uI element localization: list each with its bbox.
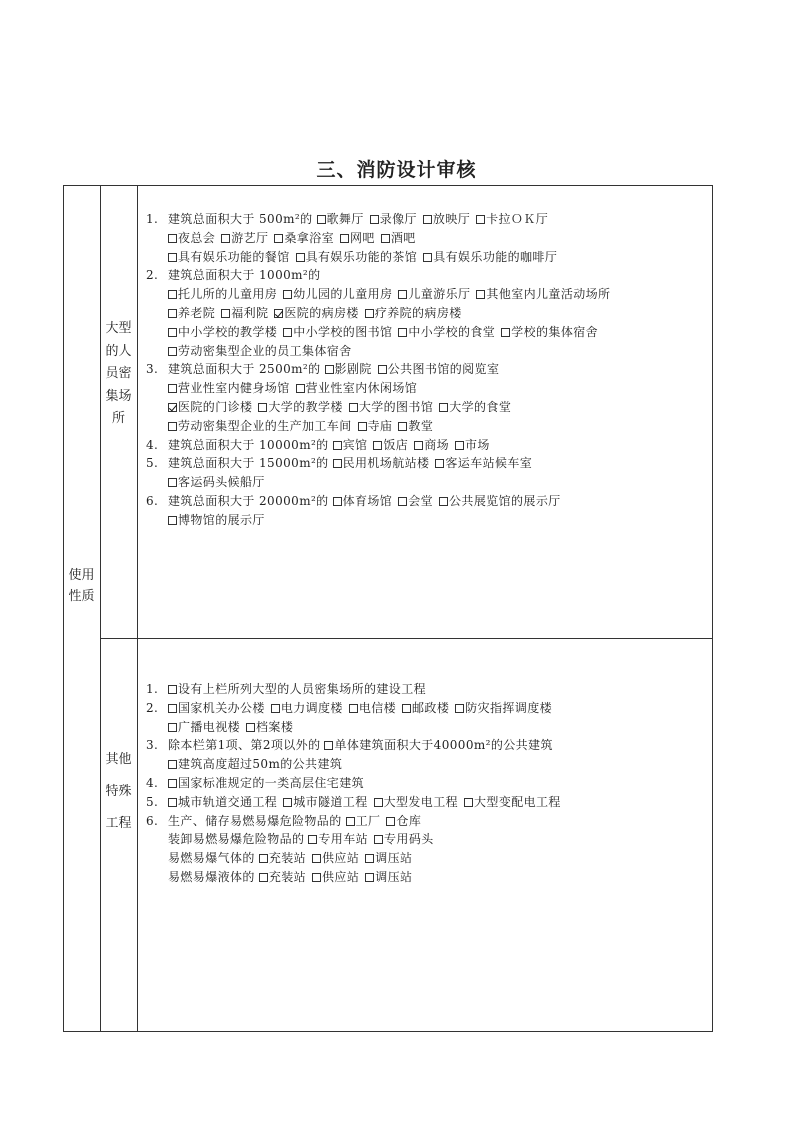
checklist-row [146, 830, 567, 849]
special-projects-checklist [146, 680, 567, 887]
checkbox-icon[interactable] [378, 365, 387, 374]
checklist-row [146, 755, 567, 774]
checklist-row [146, 868, 567, 887]
checkbox-label: 专用码头 [384, 832, 434, 847]
checkbox-option[interactable] [439, 494, 561, 508]
criteria-text: 生产、储存易燃易爆危险物品的 [168, 813, 342, 828]
checklist-row [146, 812, 567, 831]
checkbox-label: 幼儿园的儿童用房 [293, 287, 393, 302]
checklist-row [146, 210, 616, 229]
checklist-row [146, 342, 616, 361]
checkbox-icon[interactable] [317, 215, 326, 224]
checkbox-label: 大学的食堂 [449, 399, 512, 414]
checkbox-label: 专用车站 [318, 832, 369, 847]
checkbox-icon[interactable] [373, 441, 382, 450]
checkbox-icon[interactable] [365, 854, 374, 863]
checkbox-label: 影剧院 [334, 362, 372, 377]
checkbox-icon[interactable] [271, 704, 280, 713]
checkbox-option[interactable] [168, 287, 277, 301]
checkbox-icon[interactable] [340, 234, 349, 243]
checkbox-option[interactable] [168, 720, 240, 734]
checkbox-option[interactable] [333, 456, 430, 470]
checkbox-icon[interactable] [258, 403, 267, 412]
checkbox-label: 城市隧道工程 [293, 794, 368, 809]
checkbox-label: 电力调度楼 [280, 700, 343, 715]
checkbox-icon[interactable] [435, 459, 444, 468]
checkbox-label: 供应站 [322, 869, 360, 884]
checkbox-icon[interactable] [414, 441, 423, 450]
checkbox-option[interactable] [168, 381, 290, 395]
checkbox-icon[interactable] [402, 704, 411, 713]
crowded-places-checklist [146, 210, 616, 530]
checkbox-label: 公共展览馆的展示厅 [449, 493, 561, 508]
checkbox-label: 民用机场航站楼 [342, 456, 430, 471]
checkbox-icon[interactable] [365, 873, 374, 882]
checkbox-icon[interactable] [386, 817, 395, 826]
checkbox-option[interactable] [168, 513, 265, 527]
checkbox-option[interactable] [464, 795, 561, 809]
checkbox-label: 防灾指挥调度楼 [465, 700, 553, 715]
checkbox-label: 宾馆 [342, 437, 368, 452]
checkbox-option[interactable] [365, 870, 412, 884]
checkbox-icon[interactable] [349, 704, 358, 713]
checkbox-label: 桑拿浴室 [284, 230, 335, 245]
checkbox-icon[interactable] [168, 290, 177, 299]
checkbox-option[interactable] [168, 795, 277, 809]
checkbox-option[interactable] [402, 701, 449, 715]
checkbox-icon[interactable] [398, 497, 407, 506]
checkbox-icon[interactable] [333, 459, 342, 468]
checkbox-option[interactable] [283, 795, 367, 809]
checkbox-icon[interactable] [168, 253, 177, 262]
checkbox-icon[interactable] [246, 723, 255, 732]
criteria-text: 建筑总面积大于 15000m²的 [168, 456, 329, 471]
checkbox-option[interactable] [271, 701, 343, 715]
checkbox-label: 医院的门诊楼 [178, 399, 253, 414]
checklist-row [146, 511, 616, 530]
column-divider [137, 185, 138, 1032]
special-projects-label: 其他特殊工程 [105, 752, 132, 831]
checkbox-icon[interactable] [308, 835, 317, 844]
checkbox-option[interactable] [455, 438, 490, 452]
criteria-text: 建筑总面积大于 500m²的 [168, 212, 313, 226]
checkbox-option[interactable] [168, 682, 426, 696]
checkbox-label: 会堂 [408, 493, 434, 508]
checkbox-icon[interactable] [349, 403, 358, 412]
checkbox-icon[interactable] [168, 723, 177, 732]
checkbox-label: 教堂 [408, 418, 434, 433]
checkbox-icon[interactable] [283, 798, 292, 807]
item-number: 2. [146, 268, 159, 283]
item-number: 2. [146, 700, 159, 715]
checkbox-label: 博物馆的展示厅 [178, 512, 265, 527]
checkbox-label: 大型变配电工程 [474, 794, 561, 809]
checkbox-option[interactable] [476, 212, 548, 226]
checkbox-icon[interactable] [374, 835, 383, 844]
checkbox-option[interactable] [168, 306, 215, 320]
checkbox-option[interactable] [414, 438, 449, 452]
checklist-row [146, 774, 567, 793]
item-number: 1. [146, 682, 159, 696]
checkbox-icon[interactable] [476, 290, 485, 299]
checkbox-icon[interactable] [168, 347, 177, 356]
checkbox-option[interactable] [258, 400, 342, 414]
checkbox-icon[interactable] [168, 234, 177, 243]
row-divider [100, 638, 713, 639]
checklist-row [146, 436, 616, 455]
checkbox-icon[interactable] [168, 478, 177, 487]
checkbox-label: 充装站 [268, 869, 307, 884]
checkbox-icon[interactable] [325, 365, 334, 374]
checked-checkbox-icon[interactable] [168, 403, 177, 412]
checkbox-label: 国家标准规定的一类高层住宅建筑 [178, 775, 365, 790]
checklist-row [146, 266, 616, 285]
checkbox-icon[interactable] [423, 253, 432, 262]
checkbox-label: 充装站 [268, 851, 307, 866]
checkbox-icon[interactable] [221, 234, 230, 243]
checklist-row [146, 699, 567, 718]
criteria-text: 除本栏第1项、第2项以外的 [168, 738, 321, 753]
item-number: 5. [146, 456, 159, 471]
checklist-row [146, 285, 616, 304]
checkbox-icon[interactable] [168, 704, 177, 713]
checkbox-icon[interactable] [365, 309, 374, 318]
checkbox-label: 单体建筑面积大于40000m²的公共建筑 [334, 738, 553, 753]
checkbox-option[interactable] [435, 456, 532, 470]
checkbox-label: 工厂 [355, 813, 381, 828]
criteria-text: 易燃易爆气体的 [168, 851, 255, 866]
column-divider [100, 185, 101, 1032]
checkbox-label: 录像厅 [379, 212, 417, 226]
checkbox-option[interactable] [455, 701, 552, 715]
checkbox-option[interactable] [439, 400, 511, 414]
checkbox-option[interactable] [423, 212, 470, 226]
checkbox-label: 中小学校的食堂 [408, 324, 496, 339]
checkbox-label: 大学的教学楼 [268, 399, 343, 414]
checkbox-label: 福利院 [231, 305, 269, 320]
checkbox-icon[interactable] [296, 253, 305, 262]
usage-nature-label: 使用性质 [68, 568, 95, 604]
checkbox-option[interactable] [324, 738, 552, 752]
checked-checkbox-icon[interactable] [274, 309, 283, 318]
checkbox-option[interactable] [398, 287, 470, 301]
checkbox-option[interactable] [333, 494, 393, 508]
checkbox-icon[interactable] [168, 779, 177, 788]
checkbox-icon[interactable] [455, 704, 464, 713]
checkbox-option[interactable] [312, 870, 359, 884]
checkbox-label: 公共图书馆的阅览室 [387, 362, 500, 377]
checkbox-label: 客运车站候车室 [445, 456, 533, 471]
criteria-text: 建筑总面积大于 20000m²的 [168, 493, 329, 508]
checkbox-icon[interactable] [168, 328, 177, 337]
checkbox-label: 劳动密集型企业的生产加工车间 [178, 418, 352, 433]
checkbox-option[interactable] [168, 344, 352, 358]
checkbox-label: 医院的病房楼 [284, 305, 359, 320]
checkbox-label: 调压站 [375, 851, 413, 866]
checkbox-option[interactable] [168, 400, 252, 414]
checkbox-option[interactable] [283, 287, 392, 301]
checkbox-icon[interactable] [476, 215, 485, 224]
checkbox-label: 中小学校的图书馆 [293, 324, 393, 339]
checkbox-option[interactable] [370, 212, 417, 226]
checkbox-option[interactable] [325, 362, 372, 376]
checkbox-option[interactable] [373, 438, 408, 452]
checkbox-option[interactable] [476, 287, 610, 301]
criteria-text: 建筑总面积大于 10000m²的 [168, 437, 329, 452]
checkbox-option[interactable] [296, 381, 418, 395]
checkbox-option[interactable] [168, 475, 265, 489]
checkbox-icon[interactable] [370, 215, 379, 224]
checkbox-label: 设有上栏所列大型的人员密集场所的建设工程 [178, 682, 427, 696]
checkbox-label: 体育场馆 [342, 493, 393, 508]
criteria-text: 建筑总面积大于 1000m²的 [168, 268, 321, 283]
checkbox-label: 城市轨道交通工程 [178, 794, 278, 809]
checkbox-option[interactable] [168, 419, 352, 433]
checkbox-label: 建筑高度超过50m的公共建筑 [178, 757, 343, 772]
checkbox-label: 儿童游乐厅 [408, 287, 471, 302]
checkbox-icon[interactable] [168, 384, 177, 393]
checkbox-option[interactable] [274, 231, 334, 245]
checkbox-icon[interactable] [464, 798, 473, 807]
checklist-row [146, 323, 616, 342]
checkbox-option[interactable] [374, 795, 458, 809]
checkbox-label: 具有娱乐功能的餐馆 [178, 249, 290, 264]
checkbox-icon[interactable] [283, 290, 292, 299]
checkbox-label: 广播电视楼 [178, 719, 241, 734]
checkbox-label: 大型发电工程 [383, 794, 459, 809]
checklist-row [146, 398, 616, 417]
checkbox-label: 寺庙 [367, 418, 393, 433]
checkbox-option[interactable] [246, 720, 293, 734]
checkbox-label: 游艺厅 [231, 230, 269, 245]
checkbox-option[interactable] [386, 814, 421, 828]
checklist-row [146, 360, 616, 379]
checkbox-option[interactable] [423, 250, 557, 264]
checkbox-label: 养老院 [178, 305, 216, 320]
checkbox-icon[interactable] [358, 422, 367, 431]
checkbox-option[interactable] [274, 306, 358, 320]
checklist-row [146, 473, 616, 492]
checkbox-label: 调压站 [375, 869, 413, 884]
item-number: 6. [146, 813, 159, 828]
checkbox-option[interactable] [365, 306, 462, 320]
checkbox-icon[interactable] [259, 854, 268, 863]
checkbox-icon[interactable] [274, 234, 283, 243]
item-number: 6. [146, 493, 159, 508]
checkbox-label: 客运码头候船厅 [178, 475, 265, 490]
checkbox-icon[interactable] [439, 403, 448, 412]
checklist-row [146, 793, 567, 812]
checkbox-label: 其他室内儿童活动场所 [486, 287, 611, 302]
checkbox-icon[interactable] [312, 854, 321, 863]
checkbox-icon[interactable] [346, 817, 355, 826]
checkbox-option[interactable] [168, 325, 277, 339]
checkbox-label: 夜总会 [178, 230, 216, 245]
checklist-row [146, 454, 616, 473]
checkbox-option[interactable] [349, 701, 396, 715]
checkbox-icon[interactable] [283, 328, 292, 337]
checkbox-label: 国家机关办公楼 [178, 700, 265, 715]
checkbox-option[interactable] [283, 325, 392, 339]
checkbox-option[interactable] [168, 776, 364, 790]
checklist-row [146, 718, 567, 737]
criteria-text: 装卸易燃易爆危险物品的 [168, 832, 305, 847]
checkbox-option[interactable] [365, 851, 412, 865]
checkbox-option[interactable] [317, 212, 364, 226]
checkbox-option[interactable] [168, 701, 265, 715]
checkbox-label: 供应站 [322, 851, 360, 866]
checkbox-icon[interactable] [259, 873, 268, 882]
checkbox-label: 营业性室内健身场馆 [178, 381, 290, 396]
checkbox-icon[interactable] [168, 685, 177, 694]
checkbox-label: 放映厅 [432, 212, 471, 226]
checkbox-icon[interactable] [501, 328, 510, 337]
checkbox-option[interactable] [259, 870, 306, 884]
checkbox-label: 学校的集体宿舍 [511, 324, 599, 339]
checkbox-option[interactable] [308, 832, 368, 846]
checkbox-icon[interactable] [312, 873, 321, 882]
checklist-row [146, 849, 567, 868]
checkbox-label: 大学的图书馆 [358, 399, 434, 414]
checkbox-option[interactable] [259, 851, 306, 865]
criteria-text: 易燃易爆液体的 [168, 869, 255, 884]
checkbox-option[interactable] [398, 494, 433, 508]
checkbox-label: 具有娱乐功能的茶馆 [305, 249, 418, 264]
checkbox-option[interactable] [349, 400, 433, 414]
checkbox-label: 卡拉ＯＫ厅 [486, 212, 549, 226]
checkbox-option[interactable] [312, 851, 359, 865]
checkbox-label: 托儿所的儿童用房 [178, 287, 278, 302]
checklist-row [146, 379, 616, 398]
checkbox-option[interactable] [378, 362, 500, 376]
checkbox-option[interactable] [221, 231, 268, 245]
checklist-row [146, 680, 567, 699]
checklist-row [146, 736, 567, 755]
item-number: 1. [146, 212, 159, 226]
checkbox-option[interactable] [501, 325, 598, 339]
checkbox-icon[interactable] [398, 290, 407, 299]
checkbox-label: 仓库 [396, 813, 422, 828]
checkbox-option[interactable] [358, 419, 393, 433]
checkbox-label: 网吧 [350, 230, 375, 245]
checkbox-icon[interactable] [423, 215, 432, 224]
checkbox-icon[interactable] [455, 441, 464, 450]
checkbox-label: 中小学校的教学楼 [178, 324, 278, 339]
item-number: 3. [146, 362, 159, 377]
criteria-text: 建筑总面积大于 2500m²的 [168, 362, 321, 377]
checkbox-icon[interactable] [168, 309, 177, 318]
checkbox-option[interactable] [221, 306, 268, 320]
checklist-row [146, 304, 616, 323]
checkbox-label: 劳动密集型企业的员工集体宿舍 [178, 343, 352, 358]
checkbox-option[interactable] [333, 438, 368, 452]
checkbox-label: 歌舞厅 [326, 212, 364, 226]
checkbox-icon[interactable] [398, 328, 407, 337]
checkbox-label: 邮政楼 [412, 700, 450, 715]
checkbox-icon[interactable] [168, 516, 177, 525]
checkbox-icon[interactable] [374, 798, 383, 807]
checkbox-icon[interactable] [221, 309, 230, 318]
checkbox-option[interactable] [374, 832, 434, 846]
checkbox-icon[interactable] [296, 384, 305, 393]
item-number: 4. [146, 437, 159, 452]
page-title: 三、消防设计审核 [316, 159, 477, 181]
checkbox-option[interactable] [168, 757, 342, 771]
checkbox-label: 饭店 [383, 437, 409, 452]
checklist-row [146, 417, 616, 436]
item-number: 5. [146, 794, 159, 809]
checkbox-icon[interactable] [333, 441, 342, 450]
checkbox-icon[interactable] [381, 234, 390, 243]
checklist-row [146, 229, 616, 248]
checkbox-label: 电信楼 [358, 700, 397, 715]
item-number: 3. [146, 738, 159, 753]
checkbox-label: 商场 [424, 437, 450, 452]
checkbox-option[interactable] [168, 250, 290, 264]
checkbox-option[interactable] [398, 325, 495, 339]
checkbox-label: 具有娱乐功能的咖啡厅 [433, 249, 558, 264]
checklist-row [146, 492, 616, 511]
checkbox-option[interactable] [346, 814, 381, 828]
item-number: 4. [146, 775, 159, 790]
checkbox-option[interactable] [381, 231, 416, 245]
checkbox-label: 市场 [465, 437, 490, 452]
checkbox-icon[interactable] [398, 422, 407, 431]
checkbox-icon[interactable] [333, 497, 342, 506]
checkbox-option[interactable] [296, 250, 418, 264]
checkbox-label: 疗养院的病房楼 [374, 305, 462, 320]
checkbox-icon[interactable] [168, 760, 177, 769]
checkbox-icon[interactable] [439, 497, 448, 506]
checkbox-label: 档案楼 [256, 719, 294, 734]
checkbox-option[interactable] [168, 231, 215, 245]
checkbox-label: 营业性室内休闲场馆 [305, 381, 418, 396]
checkbox-label: 酒吧 [390, 230, 416, 245]
checklist-row [146, 248, 616, 267]
checkbox-icon[interactable] [324, 741, 333, 750]
checkbox-option[interactable] [398, 419, 433, 433]
checkbox-option[interactable] [340, 231, 375, 245]
checkbox-icon[interactable] [168, 422, 177, 431]
crowded-places-label: 大型的人员密集场所 [105, 321, 132, 426]
checkbox-icon[interactable] [168, 798, 177, 807]
